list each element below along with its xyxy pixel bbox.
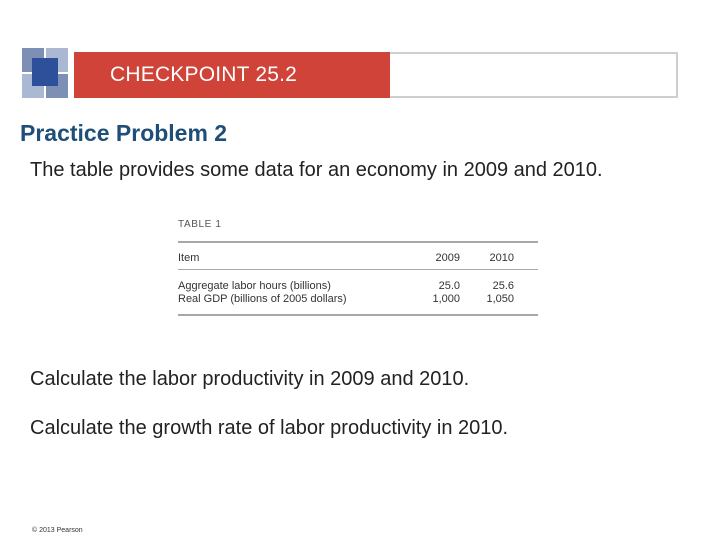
table-cell-item: Aggregate labor hours (billions)	[178, 280, 331, 292]
table-header-rule	[178, 269, 538, 270]
table-header-item: Item	[178, 252, 200, 264]
intro-text: The table provides some data for an economy in 2009 and 2010.	[30, 159, 603, 181]
table-cell-2010: 1,050	[486, 293, 514, 305]
header-bar-outline	[390, 52, 678, 98]
copyright-text: © 2013 Pearson	[32, 527, 83, 534]
data-table	[178, 219, 538, 317]
slide-header-title: CHECKPOINT 25.2	[110, 63, 298, 86]
table-top-rule	[178, 241, 538, 243]
table-cell-2009: 1,000	[432, 293, 460, 305]
problem-title: Practice Problem 2	[20, 120, 228, 146]
question-2: Calculate the growth rate of labor productivity in 2010.	[30, 417, 509, 439]
table-cell-2009: 25.0	[438, 280, 460, 292]
table-caption: TABLE 1	[178, 219, 222, 230]
table-bottom-rule	[178, 314, 538, 316]
table-cell-item: Real GDP (billions of 2005 dollars)	[178, 293, 347, 305]
question-1: Calculate the labor productivity in 2009 and 2010.	[30, 368, 470, 390]
table-cell-2010: 25.6	[492, 280, 514, 292]
grid-squares-logo-icon	[22, 48, 70, 98]
table-header-2009: 2009	[435, 252, 460, 264]
table-header-2010: 2010	[489, 252, 514, 264]
